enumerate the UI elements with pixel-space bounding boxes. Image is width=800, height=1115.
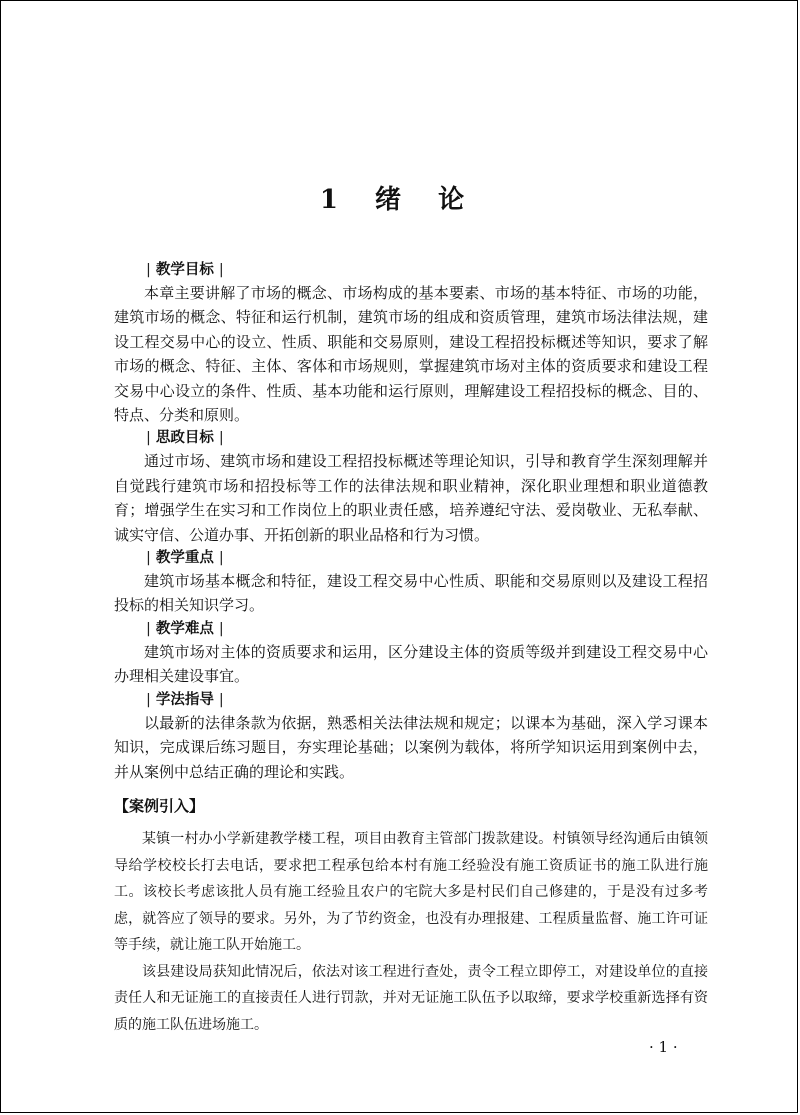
heading-bar-left: | [146, 691, 151, 708]
heading-bar-left: | [146, 262, 151, 278]
case-heading: 【案例引入】 [114, 797, 205, 815]
section-paragraph-teaching-goals: 本章主要讲解了市场的概念、市场构成的基本要素、市场的基本特征、市场的功能，建筑市场的概念、特征和运行机制，建筑市场的组成和资质管理，建筑市场法律法规，建设工程交易中心的设立、性质、职能和交易原则，建设工程招投标概述等知识，要求了解市场的概念、特征、主体、客体和市场规则，掌握建筑市场对主体的资质要求和建设工程交易中心设立的条件、性质、基本功能和运行原则，理解建设工程招投标的概念、目的、特点、分类和原则。 [114, 284, 708, 425]
heading-bar-left: | [146, 430, 151, 447]
section-heading-ideological-goals [146, 427, 708, 449]
section-heading-label: 教学难点 [155, 620, 214, 637]
section-heading-label: 思政目标 [155, 430, 214, 447]
page-number: · 1 · [649, 1038, 678, 1056]
heading-bar-right: | [218, 691, 224, 708]
case-paragraph: 该县建设局获知此情况后，依法对该工程进行查处，责令工程立即停工，对建设单位的直接责任人和无证施工的直接责任人进行罚款，并对无证施工队伍予以取缔，要求学校重新选择有资质的施工队伍进场施工。 [114, 963, 708, 1033]
heading-bar-right: | [218, 620, 224, 637]
section-heading-label: 教学目标 [155, 262, 214, 278]
chapter-intro [114, 259, 708, 784]
section-paragraph-ideological-goals: 通过市场、建筑市场和建设工程招投标概述等理论知识，引导和教育学生深刻理解并自觉践行建筑市场和招投标等工作的法律法规和职业精神，深化职业理想和职业道德教育；增强学生在实习和工作岗位上的职业责任感，培养遵纪守法、爱岗敬业、无私奉献、诚实守信、公道办事、开拓创新的职业品格和行为习惯。 [114, 452, 708, 544]
section-paragraph-study-guide: 以最新的法律条款为依据，熟悉相关法律法规和规定；以课本为基础，深入学习课本知识，完成课后练习题目，夯实理论基础；以案例为载体，将所学知识运用到案例中去，并从案例中总结正确的理论和实践。 [114, 713, 708, 781]
section-heading-teaching-goals [146, 259, 708, 281]
section-paragraph-key-points: 建筑市场基本概念和特征，建设工程交易中心性质、职能和交易原则以及建设工程招投标的相关知识学习。 [114, 572, 708, 615]
heading-bar-right: | [218, 262, 224, 278]
section-paragraph-difficult-points: 建筑市场对主体的资质要求和运用，区分建设主体的资质等级并到建设工程交易中心办理相关建设事宜。 [114, 642, 708, 686]
case-study [114, 826, 708, 1038]
heading-bar-left: | [146, 620, 151, 637]
section-heading-study-guide [146, 689, 708, 711]
section-heading-label: 学法指导 [155, 691, 214, 708]
section-heading-label: 教学重点 [155, 550, 214, 567]
heading-bar-right: | [218, 430, 224, 447]
case-paragraph: 某镇一村办小学新建教学楼工程，项目由教育主管部门拨款建设。村镇领导经沟通后由镇领导给学校校长打去电话，要求把工程承包给本村有施工经验没有施工资质证书的施工队进行施工。该校长考虑该批人员有施工经验且农户的宅院大多是村民们自己修建的，于是没有过多考虑，就答应了领导的要求。另外，为了节约资金，也没有办理报建、工程质量监督、施工许可证等手续，就让施工队开始施工。 [114, 831, 708, 953]
chapter-title: 1 绪 论 [319, 185, 479, 215]
section-heading-key-points [146, 547, 708, 569]
section-heading-difficult-points [146, 618, 708, 640]
heading-bar-left: | [146, 550, 151, 567]
heading-bar-right: | [218, 550, 224, 567]
